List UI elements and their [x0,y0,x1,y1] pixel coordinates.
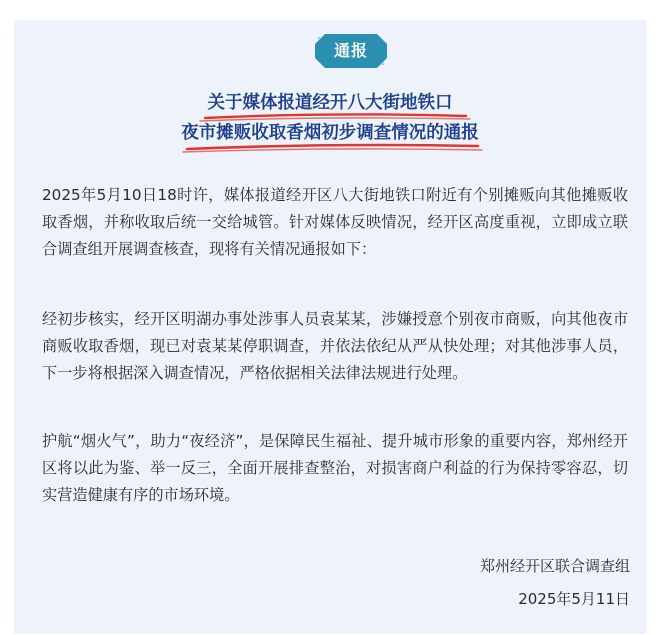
signature-date: 2025年5月11日 [518,590,630,608]
headline-line-1: 关于媒体报道经开八大街地铁口 [207,93,453,113]
body-paragraph-3: 护航“烟火气”，助力“夜经济”，是保障民生福祉、提升城市形象的重要内容，郑州经开区将以此为鉴、举一反三，全面开展排查整治，对损害商户利益的行为保持零容忍，切实营造健康有序的市场环境。 [42,432,628,504]
headline-line-2: 夜市摊贩收取香烟初步调查情况的通报 [181,123,479,143]
body-paragraph-1: 2025年5月10日18时许，媒体报道经开区八大街地铁口附近有个别摊贩向其他摊贩收取香烟，并称收取后统一交给城管。针对媒体反映情况，经开区高度重视，立即成立联合调查组开展调查核查，现将有关情况通报如下： [42,186,628,258]
body-paragraph-2: 经初步核实，经开区明湖办事处涉事人员袁某某，涉嫌授意个别夜市商贩，向其他夜市商贩收取香烟，现已对袁某某停职调查，并依法依纪从严从快处理；对其他涉事人员，下一步将根据深入调查情况，严格依据相关法律法规进行处理。 [42,310,628,382]
badge-label: 通报 [333,41,368,60]
signature-organization: 郑州经开区联合调查组 [479,557,630,575]
